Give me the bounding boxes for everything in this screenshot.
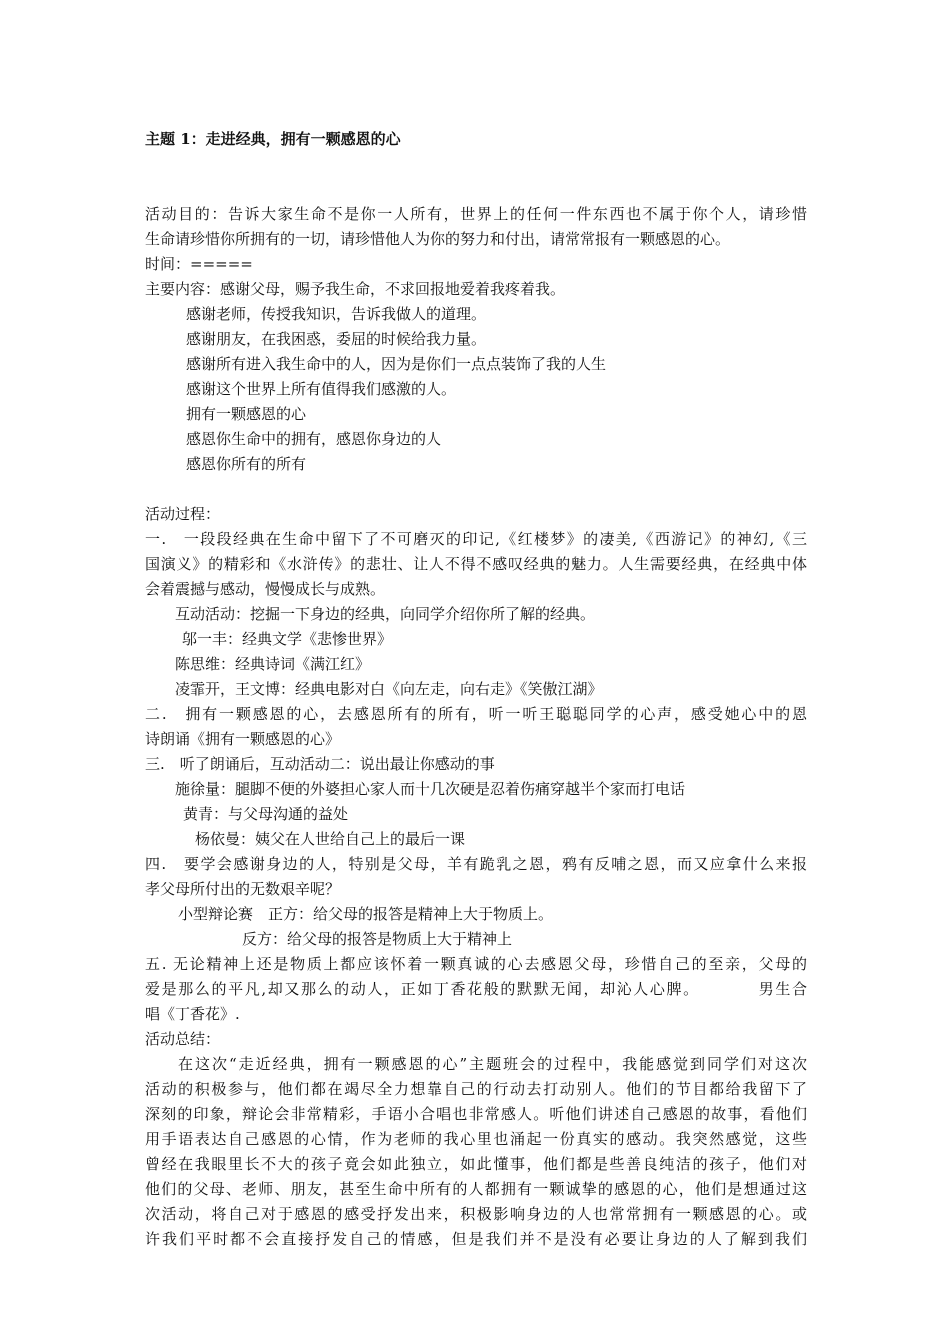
section-4-line-2: 孝父母所付出的无数艰辛呢？ xyxy=(145,880,341,898)
section-2-line-1: 二. 拥有一颗感恩的心，去感恩所有的所有，听一听王聪聪同学的心声，感受她心中的恩 xyxy=(145,705,807,723)
section-5-line-3: 唱《丁香花》. xyxy=(145,1005,240,1023)
process-heading: 活动过程： xyxy=(145,505,221,523)
content-first-line: 主要内容：感谢父母，赐予我生命，不求回报地爱着我疼着我。 xyxy=(145,280,566,298)
section-4-line-1: 四. 要学会感谢身边的人，特别是父母，羊有跪乳之恩，鸦有反哺之恩，而又应拿什么来报 xyxy=(145,855,807,873)
summary-line: 他们的父母、老师、朋友，甚至生命中所有的人都拥有一颗诚挚的感恩的心，他们是想通过这 xyxy=(145,1180,807,1198)
section-1-line-1: 一. 一段段经典在生命中留下了不可磨灭的印记,《红楼梦》的凄美,《西游记》的神幻,《三 xyxy=(145,530,807,548)
debate-negative: 反方：给父母的报答是物质上大于精神上 xyxy=(242,930,513,948)
section-1-line-2: 国演义》的精彩和《水浒传》的悲壮、让人不得不感叹经典的魅力。人生需要经典，在经典中体 xyxy=(145,555,807,573)
summary-line: 在这次“走近经典，拥有一颗感恩的心”主题班会的过程中，我能感觉到同学们对这次 xyxy=(178,1055,807,1073)
section-2-line-2: 诗朗诵《拥有一颗感恩的心》 xyxy=(145,730,341,748)
content-item: 感谢老师，传授我知识，告诉我做人的道理。 xyxy=(186,305,487,323)
section-3-participant: 施徐量：腿脚不便的外婆担心家人而十几次硬是忍着伤痛穿越半个家而打电话 xyxy=(175,780,686,798)
content-item: 感谢这个世界上所有值得我们感激的人。 xyxy=(186,380,457,398)
section-3-participant: 黄青：与父母沟通的益处 xyxy=(183,805,349,823)
section-1-participant: 凌霏开，王文博：经典电影对白《向左走，向右走》《笑傲江湖》 xyxy=(175,680,603,698)
content-item: 拥有一颗感恩的心 xyxy=(186,405,307,423)
time-line: 时间：===== xyxy=(145,255,253,273)
debate-affirmative: 小型辩论赛 正方：给父母的报答是精神上大于物质上。 xyxy=(178,905,554,923)
section-3-line-1: 三. 听了朗诵后，互动活动二：说出最让你感动的事 xyxy=(145,755,495,773)
summary-line: 曾经在我眼里长不大的孩子竟会如此独立，如此懂事，他们都是些善良纯洁的孩子，他们对 xyxy=(145,1155,807,1173)
document-title: 主题 1：走进经典，拥有一颗感恩的心 xyxy=(145,130,401,148)
section-3-participant: 杨依曼：姨父在人世给自己上的最后一课 xyxy=(195,830,466,848)
summary-line: 用手语表达自己感恩的心情，作为老师的我心里也涌起一份真实的感动。我突然感觉，这些 xyxy=(145,1130,807,1148)
summary-line: 次活动，将自己对于感恩的感受抒发出来，积极影响身边的人也常常拥有一颗感恩的心。或 xyxy=(145,1205,807,1223)
section-1-participant: 邬一丰：经典文学《悲惨世界》 xyxy=(182,630,393,648)
summary-line: 活动的积极参与，他们都在竭尽全力想靠自己的行动去打动别人。他们的节目都给我留下了 xyxy=(145,1080,807,1098)
section-1-interaction: 互动活动：挖掘一下身边的经典，向同学介绍你所了解的经典。 xyxy=(175,605,596,623)
summary-line: 深刻的印象，辩论会非常精彩，手语小合唱也非常感人。听他们讲述自己感恩的故事，看他们 xyxy=(145,1105,807,1123)
section-5-line-1: 五. 无论精神上还是物质上都应该怀着一颗真诚的心去感恩父母，珍惜自己的至亲，父母的 xyxy=(145,955,807,973)
content-item: 感恩你生命中的拥有，感恩你身边的人 xyxy=(186,430,442,448)
content-item: 感谢所有进入我生命中的人，因为是你们一点点装饰了我的人生 xyxy=(186,355,607,373)
section-1-line-3: 会着震撼与感动，慢慢成长与成熟。 xyxy=(145,580,386,598)
purpose-line-2: 生命请珍惜你所拥有的一切，请珍惜他人为你的努力和付出，请常常报有一颗感恩的心。 xyxy=(145,230,731,248)
summary-line: 许我们平时都不会直接抒发自己的情感，但是我们并不是没有必要让身边的人了解到我们 xyxy=(145,1230,807,1248)
purpose-line-1: 活动目的：告诉大家生命不是你一人所有，世界上的任何一件东西也不属于你个人，请珍惜 xyxy=(145,205,807,223)
content-item: 感谢朋友，在我困惑，委屈的时候给我力量。 xyxy=(186,330,487,348)
section-1-participant: 陈思维：经典诗词《满江红》 xyxy=(175,655,371,673)
summary-heading: 活动总结： xyxy=(145,1030,221,1048)
content-item: 感恩你所有的所有 xyxy=(186,455,307,473)
section-5-line-2: 爱是那么的平凡,却又那么的动人，正如丁香花般的默默无闻，却沁人心脾。 男生合 xyxy=(145,980,807,998)
